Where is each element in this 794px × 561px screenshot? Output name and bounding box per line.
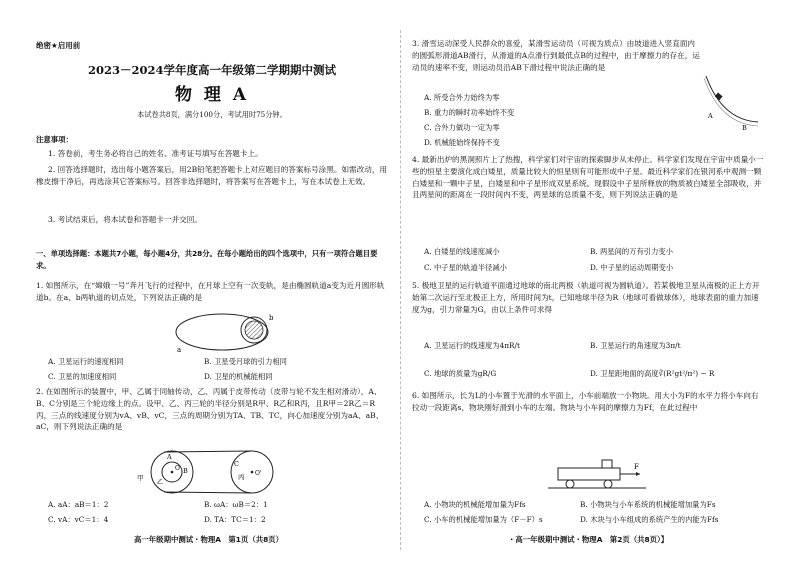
q1-option-c: C. 卫星的加速度相同 xyxy=(48,372,117,381)
wheel-yi-label: 乙 xyxy=(157,479,164,486)
force-label: F xyxy=(634,463,639,471)
column-divider xyxy=(400,30,401,550)
q6-option-c: C. 小车的机械能增加量为（F－F）s xyxy=(424,515,543,524)
axis-o-prime-label: O' xyxy=(255,470,262,477)
orbit-label-b: b xyxy=(269,314,274,322)
section-heading: 一、单项选择题：本题共7小题，每小题4分，共28分。在每小题给出的四个选项中，只有一项符合题目要求。 xyxy=(36,249,378,271)
axis-o-prime xyxy=(251,471,254,474)
note-1: 1. 答卷前，考生务必将自己的姓名、准考证号填写在答题卡上。 xyxy=(48,149,263,158)
force-arrow-head xyxy=(636,472,640,476)
q2-option-c: C. vA：vC＝1：4 xyxy=(48,515,109,524)
q5-option-d: D. 卫星距地面的高度∛(R²gt²/π²) − R xyxy=(590,369,715,378)
q3-option-a: A. 所受合外力始终为零 xyxy=(424,93,500,102)
wheel-bing-label: 丙 xyxy=(238,473,245,481)
question-6-stem: 6. 如图所示，长为L的小车置于光滑的水平面上，小车前端放一小物块。用大小为F的水平力将小车向右拉动一段距离s，物块刚好滑到小车的左端。物块与小车间的摩擦力为Ff，在此过程中 xyxy=(412,391,759,412)
point-c-label: C xyxy=(234,460,239,468)
question-1-stem: 1. 如图所示，在“嫦娥一号”奔月飞行的过程中，在月球上空有一次变轨，是由椭圆轨道a变为近月圆形轨道b。在a、b两轨道的切点处，下列说法正确的是 xyxy=(36,281,385,302)
q2-option-b: B. ωA：ωB＝2：1 xyxy=(204,500,268,509)
left-column xyxy=(36,0,388,561)
note-3: 3. 考试结束后，将本试卷和答题卡一并交回。 xyxy=(48,215,202,224)
q3-option-b: B. 重力的瞬时功率始终不变 xyxy=(424,108,515,117)
q4-option-b: B. 两星间的万有引力变小 xyxy=(590,247,673,256)
note-2: 2. 回答选择题时，选出每小题答案后，用2B铅笔把答题卡上对应题目的答案标号涂黑。如需改动，用橡皮擦干净后，再选涂其它答案标号。回答非选择题时，将答案写在答题卡上，写在本试卷上无效。 xyxy=(36,165,388,186)
q1-option-a: A. 卫星运行的速度相同 xyxy=(48,357,124,366)
question-2-stem: 2. 在如图所示的装置中，甲、乙属于同轴传动，乙、丙属于皮带传动（皮带与轮不发生相对滑动），A、B、C分别是三个轮边缘上的点。设甲、乙、丙三轮的半径分别是R甲、R乙和R丙，且R甲＝2R乙＝R丙，三点的线速度分别为vA、vB、vC，三点的周期分别为TA、TB、TC，向心加速度分别为aA、aB、aC，则下列说法正确的是 xyxy=(36,387,384,432)
question-3-stem: 3. 滑雪运动深受人民群众的喜爱，某滑雪运动员（可视为质点）由坡道进入竖直面内的圆弧形滑道AB滑行，从滑道的A点滑行到最低点B的过程中，由于摩擦力的存在，运动员的速率不变，则运动员沿AB下滑过程中说法正确的是 xyxy=(412,39,700,72)
page-2-footer: ・高一年级期中测试・物理A 第2页（共8页）】 xyxy=(508,535,669,544)
cart-wheel-right xyxy=(604,480,612,488)
q4-option-c: C. 中子星的轨道半径减小 xyxy=(424,263,507,272)
page-1-footer: 高一年级期中测试・物理A 第1页（共8页） xyxy=(134,535,284,544)
q1-option-d: D. 卫星的机械能相同 xyxy=(204,372,273,381)
slope-point-b: B xyxy=(742,124,747,130)
orbit-figure xyxy=(174,310,284,354)
axis-o xyxy=(171,471,174,474)
q5-option-c: C. 地球的质量为gR/G xyxy=(424,369,497,378)
q4-option-a: A. 白矮星的线速度减小 xyxy=(424,247,500,256)
exam-info: 本试卷共8页，满分100分，考试用时75分钟。 xyxy=(137,110,287,119)
axis-o-label: O xyxy=(175,465,180,472)
q3-option-c: C. 合外力做功一定为零 xyxy=(424,123,500,132)
q6-option-a: A. 小物块的机械能增加量为Ffs xyxy=(424,500,526,509)
q5-option-a: A. 卫星运行的线速度为4πR/t xyxy=(424,341,520,350)
notes-title: 注意事项： xyxy=(36,135,73,144)
slope-point-a: A xyxy=(708,112,713,120)
question-4-stem: 4. 最新出炉的黑洞照片上了热搜，科学家们对宇宙的探索脚步从未停止。科学家们发现在宇宙中质量小一些的恒星主要演化成白矮星，质量比较大的恒星则有可能形成中子星。最近科学家们在银河系中观测一颗白矮星和一颗中子星，白矮星和中子星形成双星系统。现假设中子星所释放的物质被白矮星全部吸收，并且两星间的距离在一段时间内不变，两星球的总质量不变，则下列说法正确的是 xyxy=(412,155,764,200)
exam-subject: 物 理 A xyxy=(174,85,250,105)
right-column xyxy=(412,0,764,561)
secret-label: 绝密★启用前 xyxy=(36,41,81,50)
q5-option-b: B. 卫星运行的角速度为3π/t xyxy=(590,341,681,350)
point-a-label: A xyxy=(167,453,172,461)
cart-wheel-left xyxy=(566,480,574,488)
exam-title: 2023－2024学年度高一年级第二学期期中测试 xyxy=(87,63,336,77)
q2-option-d: D. TA：TC＝1：2 xyxy=(204,515,266,524)
q6-option-d: D. 木块与小车组成的系统产生的内能为Ffs xyxy=(580,515,719,524)
q4-option-d: D. 中子星的运动周期变小 xyxy=(590,263,674,272)
skier-icon xyxy=(715,93,723,101)
wheel-jia-label: 甲 xyxy=(137,474,144,482)
q1-option-b: B. 卫星受月球的引力相同 xyxy=(204,357,287,366)
ski-slope-figure xyxy=(702,70,764,130)
cart-body xyxy=(558,468,620,480)
point-b-label: B xyxy=(183,467,188,475)
q6-option-b: B. 小物块与小车系统的机械能增加量为Fs xyxy=(580,500,716,509)
pulley-figure xyxy=(134,446,294,498)
q3-option-d: D. 机械能始终保持不变 xyxy=(424,138,500,147)
orbit-label-a: a xyxy=(177,346,182,354)
block-icon xyxy=(602,460,612,468)
moon-icon xyxy=(245,321,263,339)
cart-figure xyxy=(548,452,648,496)
question-5-stem: 5. 极地卫星的运行轨道平面通过地球的南北两极（轨道可视为圆轨道）。若某极地卫星从南极的正上方开始第二次运行至北极正上方，所用时间为t，已知地球半径为R（地球可看做球体），地球表面的重力加速度为g，引力常量为G，由以上条件可求得 xyxy=(412,281,760,314)
q2-option-a: A. aA：aB＝1：2 xyxy=(48,500,109,509)
